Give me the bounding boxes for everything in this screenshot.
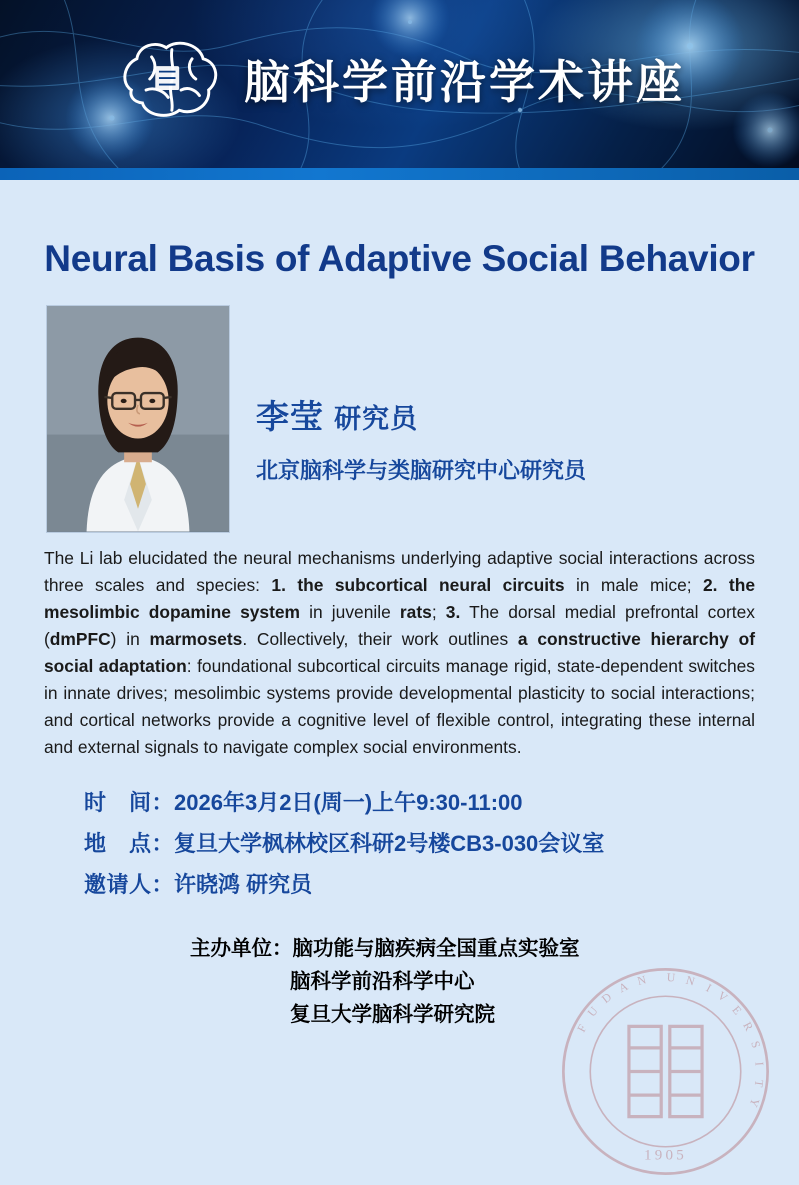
- banner-accent-stripe: [0, 168, 799, 180]
- event-details: [42, 783, 757, 905]
- organizer-1: 脑功能与脑疾病全国重点实验室: [292, 937, 580, 961]
- host-label: 邀请人：: [84, 871, 175, 897]
- svg-text:D: D: [598, 988, 616, 1006]
- organizer-3: 复旦大学脑科学研究院: [290, 1002, 495, 1026]
- svg-text:1905: 1905: [644, 1147, 687, 1164]
- organizers-section: [42, 933, 757, 1031]
- poster-body: [0, 180, 799, 1185]
- svg-text:T: T: [751, 1079, 767, 1091]
- speaker-portrait: [46, 305, 230, 533]
- speaker-role: 研究员: [334, 404, 419, 435]
- svg-text:U: U: [584, 1002, 603, 1020]
- place-label: 地 点：: [84, 830, 175, 856]
- time-value: 2026年3月2日(周一)上午9:30-11:00: [174, 790, 523, 816]
- header-banner: [0, 0, 799, 168]
- svg-text:U: U: [666, 970, 678, 985]
- svg-text:N: N: [635, 971, 650, 989]
- svg-text:N: N: [684, 972, 699, 990]
- organizer-2: 脑科学前沿科学中心: [290, 970, 475, 994]
- speaker-section: [42, 305, 757, 533]
- svg-text:V: V: [715, 988, 733, 1006]
- organizer-line-1: [190, 933, 757, 966]
- speaker-meta: [256, 305, 586, 485]
- detail-row-time: [84, 783, 757, 824]
- brain-logo-icon: [114, 33, 226, 125]
- svg-text:A: A: [616, 978, 633, 996]
- organizers-label: 主办单位：: [190, 937, 293, 961]
- abstract-paragraph: The Li lab elucidated the neural mechanisms underlying adaptive social interactions across three scales and species: 1. the subcortical neural circuits in male mice; 2. the mesolimbic dopamine system in juvenile rats; 3. The dorsal medial prefrontal cortex (dmPFC) in marmosets. Collectively, their work outlines a constructive hierarchy of social adaptation: foundational subcortical circuits manage rigid, state-dependent switches in innate drives; mesolimbic systems provide developmental plasticity to social interactions; and cortical networks provide a cognitive level of flexible control, integrating these internal and external signals to navigate complex social environments.: [44, 548, 756, 758]
- svg-text:I: I: [752, 1061, 767, 1069]
- speaker-name-line: [256, 391, 586, 438]
- detail-row-place: [84, 824, 757, 865]
- speaker-affiliation: 北京脑科学与类脑研究中心研究员: [256, 458, 587, 484]
- svg-text:I: I: [703, 980, 716, 996]
- speaker-name: 李莹: [256, 398, 324, 436]
- detail-row-host: [84, 865, 757, 906]
- time-label: 时 间：: [84, 790, 175, 816]
- svg-text:F: F: [574, 1020, 591, 1035]
- abstract-text: [42, 545, 757, 761]
- svg-text:E: E: [729, 1002, 747, 1019]
- banner-title: 脑科学前沿学术讲座: [244, 56, 685, 108]
- svg-text:Y: Y: [745, 1096, 763, 1112]
- place-value: 复旦大学枫林校区科研2号楼CB3-030会议室: [174, 830, 605, 856]
- page-title: Neural Basis of Adaptive Social Behavior: [44, 238, 755, 279]
- svg-text:R: R: [740, 1019, 758, 1035]
- svg-text:S: S: [748, 1039, 765, 1052]
- host-value: 许晓鸿 研究员: [174, 871, 313, 897]
